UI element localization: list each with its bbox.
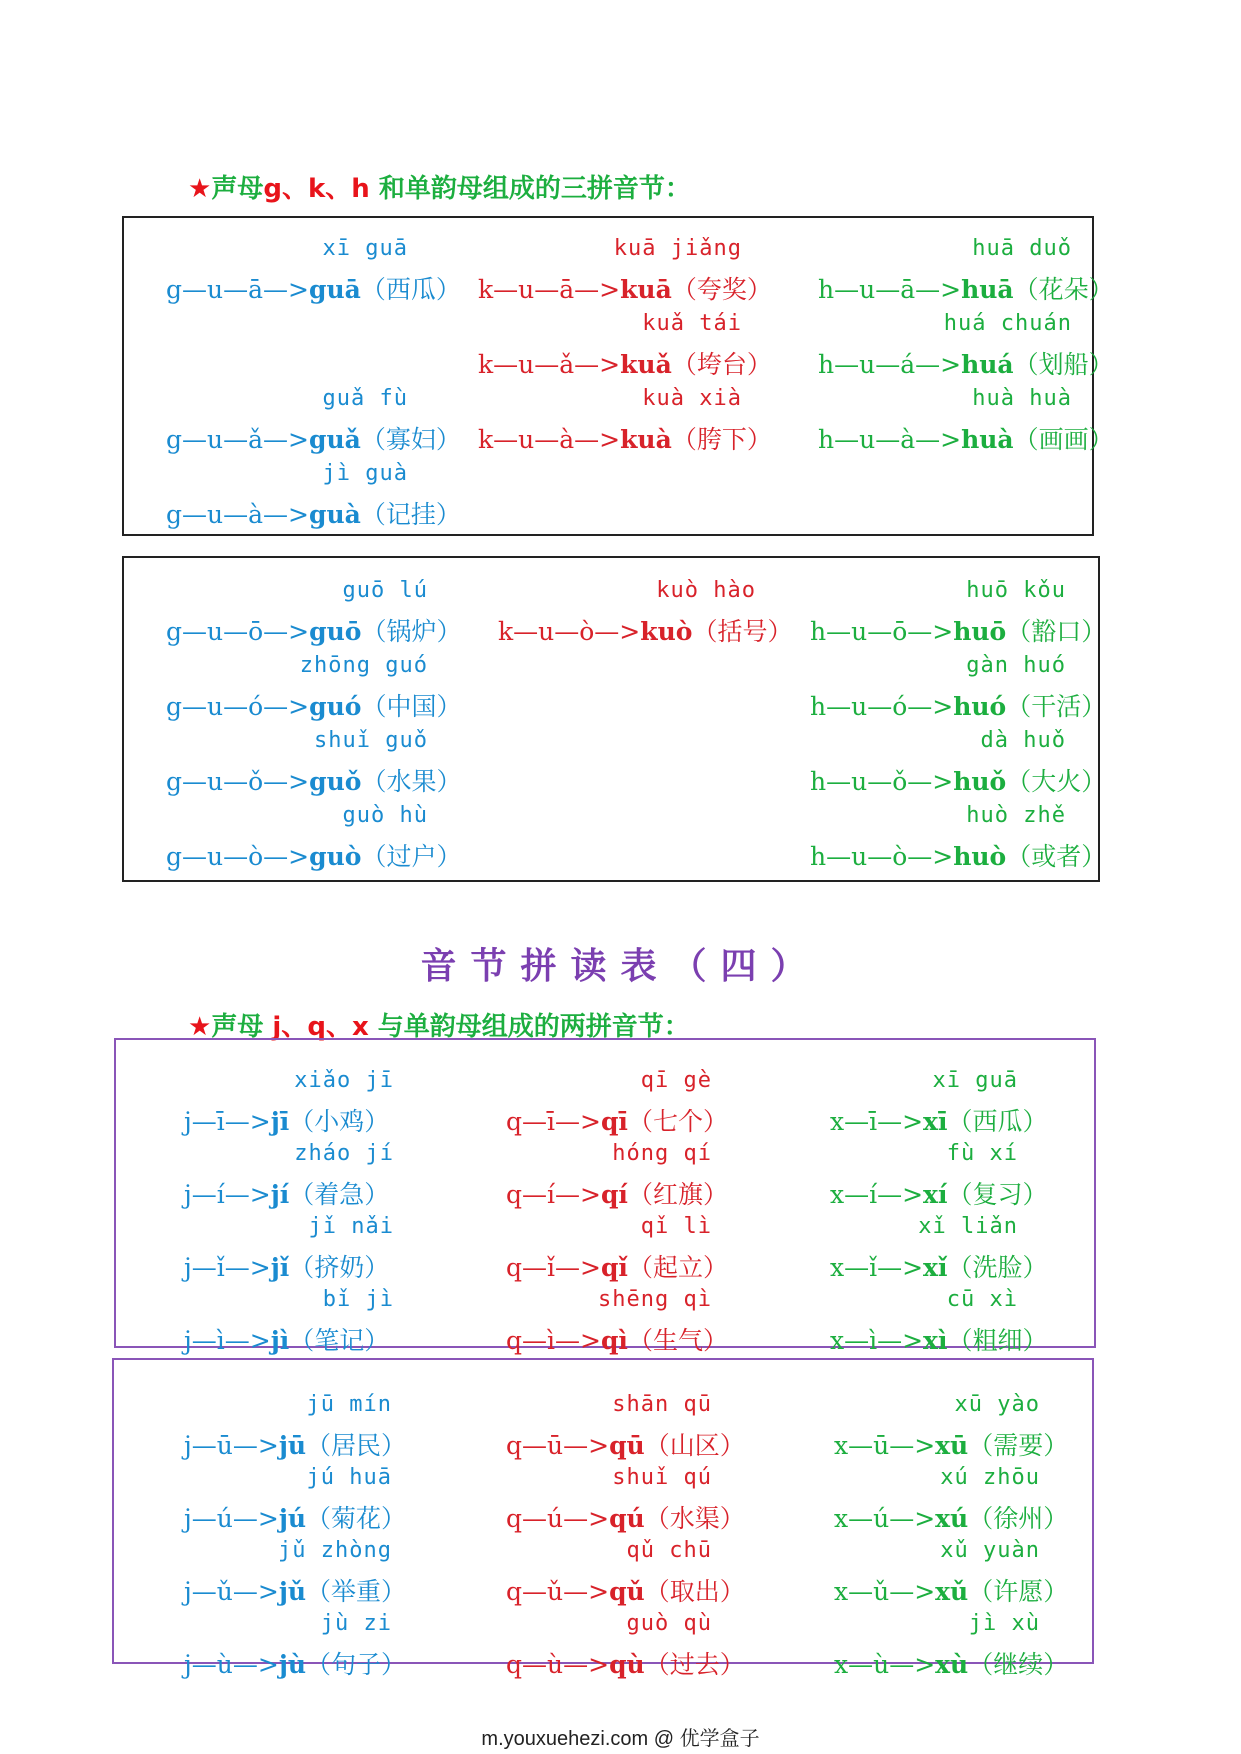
example-word: （划船） [1013,350,1114,379]
pinyin-label: bǐ jì [322,1287,394,1312]
pinyin-label: guò hù [342,803,428,828]
spelling-formula [810,612,1106,648]
example-word: （水渠） [644,1504,745,1533]
formula-parts: g—u—ō—> [166,617,310,646]
star-icon: ★ [188,174,212,204]
example-word: （山区） [644,1431,745,1460]
example-word: （锅炉） [361,617,462,646]
formula-parts: h—u—ā—> [818,275,962,304]
spelling-formula [166,687,461,723]
pinyin-label: gàn huó [966,653,1066,678]
formula-parts: j—ī—> [184,1107,271,1136]
pinyin-label: jì xù [968,1611,1040,1636]
syllable-result: huà [961,425,1014,454]
pinyin-label: huō kǒu [966,578,1066,603]
formula-parts: k—u—à—> [478,425,621,454]
pinyin-label: hóng qí [612,1141,712,1166]
spelling-formula [184,1321,389,1357]
pinyin-label: kuà xià [642,386,742,411]
syllable-result: guō [309,617,362,646]
spelling-formula [506,1426,745,1462]
example-word: （七个） [627,1107,728,1136]
spelling-formula [166,420,461,456]
formula-parts: h—u—ō—> [810,617,954,646]
pinyin-label: jǐ nǎi [308,1214,394,1239]
spelling-formula [818,270,1114,306]
pinyin-label: shēng qì [598,1287,712,1312]
example-word: （菊花） [306,1504,407,1533]
pinyin-label: guō lú [342,578,428,603]
spelling-formula [834,1499,1068,1535]
example-word: （夸奖） [671,275,772,304]
pinyin-label: shuǐ guǒ [314,728,428,753]
formula-parts: x—ú—> [834,1504,936,1533]
spelling-formula [166,837,461,873]
syllable-result: guà [308,500,361,529]
spelling-formula [830,1321,1047,1357]
pinyin-label: dà huǒ [980,728,1066,753]
formula-parts: q—í—> [506,1180,601,1209]
syllable-result: huò [953,842,1007,871]
formula-parts: j—í—> [184,1180,271,1209]
spelling-formula [166,612,461,648]
syllable-result: jī [270,1107,290,1136]
pinyin-label: jì guà [322,461,408,486]
formula-parts: k—u—ò—> [498,617,641,646]
formula-parts: q—ì—> [506,1326,601,1355]
spelling-formula [184,1248,389,1284]
pinyin-label: xī guā [322,236,408,261]
pinyin-label: huà huà [972,386,1072,411]
syllable-result: jǔ [278,1577,307,1606]
spelling-formula [830,1248,1047,1284]
spelling-formula [184,1175,389,1211]
formula-parts: h—u—á—> [818,350,962,379]
spelling-formula [166,270,461,306]
syllable-result: qū [609,1431,645,1460]
pinyin-label: shuǐ qú [612,1465,712,1490]
syllable-result: xú [935,1504,969,1533]
pinyin-label: jù zi [320,1611,392,1636]
syllable-result: guā [308,275,361,304]
formula-parts: h—u—ò—> [810,842,954,871]
formula-parts: x—ì—> [830,1326,924,1355]
pinyin-label: shān qū [612,1392,712,1417]
example-word: （中国） [361,692,462,721]
pinyin-label: guǎ fù [322,386,408,411]
example-word: （西瓜） [360,275,461,304]
example-word: （挤奶） [289,1253,390,1282]
formula-parts: q—ī—> [506,1107,601,1136]
pinyin-label: xī guā [932,1068,1018,1093]
star-icon: ★ [188,1012,212,1042]
spelling-formula [834,1426,1068,1462]
footer-source: m.youxuehezi.com @ 优学盒子 [481,1728,760,1750]
formula-parts: g—u—ā—> [166,275,309,304]
spelling-formula [506,1102,728,1138]
example-word: （胯下） [671,425,772,454]
formula-parts: g—u—ó—> [166,692,310,721]
pinyin-label: xú zhōu [940,1465,1040,1490]
syllable-result: jū [278,1431,307,1460]
example-word: （继续） [968,1650,1069,1679]
syllable-result: guó [309,692,362,721]
example-word: （花朵） [1013,275,1114,304]
example-word: （过去） [644,1650,745,1679]
spelling-formula [830,1175,1047,1211]
spelling-formula [478,345,772,381]
pinyin-label: xǐ liǎn [918,1214,1018,1239]
formula-parts: x—í—> [830,1180,924,1209]
example-word: （西瓜） [947,1107,1048,1136]
formula-parts: g—u—ǎ—> [166,425,309,454]
formula-parts: j—ú—> [184,1504,279,1533]
spelling-formula [166,495,461,531]
example-word: （举重） [306,1577,407,1606]
syllable-result: kuā [620,275,672,304]
syllable-result: jì [270,1326,290,1355]
syllable-result: xì [923,1326,948,1355]
example-word: （垮台） [671,350,772,379]
example-word: （需要） [968,1431,1069,1460]
section1-heading: ★声母g、k、h 和单韵母组成的三拼音节： [188,174,691,204]
syllable-result: qù [609,1650,645,1679]
spelling-formula [506,1248,728,1284]
example-word: （小鸡） [289,1107,390,1136]
example-word: （居民） [306,1431,407,1460]
spelling-formula [478,270,772,306]
pinyin-label: qǔ chū [626,1538,712,1563]
spelling-formula [184,1645,406,1681]
example-word: （生气） [627,1326,728,1355]
formula-parts: x—ǐ—> [830,1253,924,1282]
example-word: （粗细） [947,1326,1048,1355]
formula-parts: h—u—à—> [818,425,962,454]
formula-parts: j—ū—> [184,1431,279,1460]
pinyin-label: jū mín [306,1392,392,1417]
syllable-result: qí [600,1180,628,1209]
formula-parts: h—u—ó—> [810,692,954,721]
spelling-formula [834,1572,1068,1608]
spelling-formula [184,1426,406,1462]
syllable-result: huá [961,350,1014,379]
example-word: （红旗） [627,1180,728,1209]
example-word: （记挂） [360,500,461,529]
pinyin-label: jú huā [306,1465,392,1490]
example-word: （水果） [361,767,462,796]
syllable-result: qǐ [600,1253,628,1282]
example-word: （过户） [361,842,462,871]
syllable-result: qú [609,1504,645,1533]
example-word: （干活） [1006,692,1107,721]
spelling-formula [830,1102,1047,1138]
formula-parts: h—u—ǒ—> [810,767,954,796]
spelling-formula [498,612,792,648]
pinyin-label: kuò hào [656,578,756,603]
syllable-result: jú [278,1504,307,1533]
syllable-result: kuǎ [620,350,672,379]
pinyin-label: cū xì [946,1287,1018,1312]
syllable-result: guǎ [308,425,361,454]
syllable-result: xū [935,1431,969,1460]
spelling-formula [184,1572,406,1608]
formula-parts: q—ù—> [506,1650,610,1679]
example-word: （起立） [627,1253,728,1282]
pinyin-label: zhōng guó [299,653,428,678]
formula-parts: k—u—ǎ—> [478,350,621,379]
spelling-formula [506,1645,745,1681]
pinyin-label: qǐ lì [640,1214,712,1239]
spelling-formula [184,1499,406,1535]
syllable-result: jí [270,1180,290,1209]
syllable-result: xù [935,1650,969,1679]
syllable-result: huó [953,692,1007,721]
spelling-formula [478,420,772,456]
syllable-result: qī [600,1107,628,1136]
syllable-result: xí [923,1180,948,1209]
example-word: （括号） [692,617,793,646]
pinyin-label: jǔ zhòng [278,1538,392,1563]
formula-parts: j—ǐ—> [184,1253,271,1282]
spelling-formula [810,687,1106,723]
syllable-result: kuà [620,425,672,454]
page-title: 音节拼读表（四） [420,945,821,987]
example-word: （复习） [947,1180,1048,1209]
spelling-formula [810,762,1106,798]
spelling-formula [506,1499,745,1535]
pinyin-label: huò zhě [966,803,1066,828]
formula-parts: j—ì—> [184,1326,271,1355]
spelling-formula [818,420,1114,456]
pinyin-label: huá chuán [943,311,1072,336]
pinyin-label: guò qù [626,1611,712,1636]
formula-parts: x—ù—> [834,1650,936,1679]
pinyin-label: xǔ yuàn [940,1538,1040,1563]
pinyin-label: qī gè [640,1068,712,1093]
pinyin-label: fù xí [946,1141,1018,1166]
pinyin-label: zháo jí [294,1141,394,1166]
example-word: （句子） [306,1650,407,1679]
formula-parts: g—u—ò—> [166,842,310,871]
formula-parts: x—ī—> [830,1107,924,1136]
spelling-formula [506,1321,728,1357]
pinyin-label: xiǎo jī [294,1068,394,1093]
syllable-result: guò [309,842,362,871]
formula-parts: q—ǔ—> [506,1577,610,1606]
example-word: （许愿） [968,1577,1069,1606]
syllable-result: jù [278,1650,307,1679]
example-word: （着急） [289,1180,390,1209]
syllable-result: xǐ [923,1253,948,1282]
pinyin-label: xū yào [954,1392,1040,1417]
section2-heading: ★声母 j、q、x 与单韵母组成的两拼音节： [188,1012,690,1042]
pinyin-label: kuǎ tái [642,311,742,336]
syllable-result: huō [953,617,1007,646]
example-word: （画画） [1013,425,1114,454]
spelling-formula [506,1572,745,1608]
formula-parts: q—ǐ—> [506,1253,601,1282]
formula-parts: x—ǔ—> [834,1577,936,1606]
pinyin-label: huā duǒ [972,236,1072,261]
example-word: （寡妇） [360,425,461,454]
formula-parts: q—ú—> [506,1504,610,1533]
formula-parts: g—u—à—> [166,500,309,529]
syllable-result: huā [961,275,1014,304]
formula-parts: g—u—ǒ—> [166,767,310,796]
syllable-result: xǔ [935,1577,969,1606]
example-word: （取出） [644,1577,745,1606]
spelling-formula [184,1102,389,1138]
example-word: （徐州） [968,1504,1069,1533]
example-word: （或者） [1006,842,1107,871]
syllable-result: jǐ [270,1253,290,1282]
syllable-result: guǒ [309,767,362,796]
example-word: （洗脸） [947,1253,1048,1282]
formula-parts: j—ù—> [184,1650,279,1679]
formula-parts: k—u—ā—> [478,275,621,304]
syllable-result: huǒ [953,767,1007,796]
syllable-result: xī [923,1107,948,1136]
example-word: （大火） [1006,767,1107,796]
syllable-result: qǔ [609,1577,645,1606]
formula-parts: j—ǔ—> [184,1577,279,1606]
spelling-formula [834,1645,1068,1681]
pinyin-label: kuā jiǎng [613,236,742,261]
spelling-formula [810,837,1106,873]
syllable-result: kuò [640,617,693,646]
spelling-formula [818,345,1114,381]
example-word: （笔记） [289,1326,390,1355]
formula-parts: x—ū—> [834,1431,936,1460]
example-word: （豁口） [1006,617,1107,646]
spelling-formula [506,1175,728,1211]
spelling-formula [166,762,461,798]
formula-parts: q—ū—> [506,1431,610,1460]
syllable-result: qì [600,1326,628,1355]
